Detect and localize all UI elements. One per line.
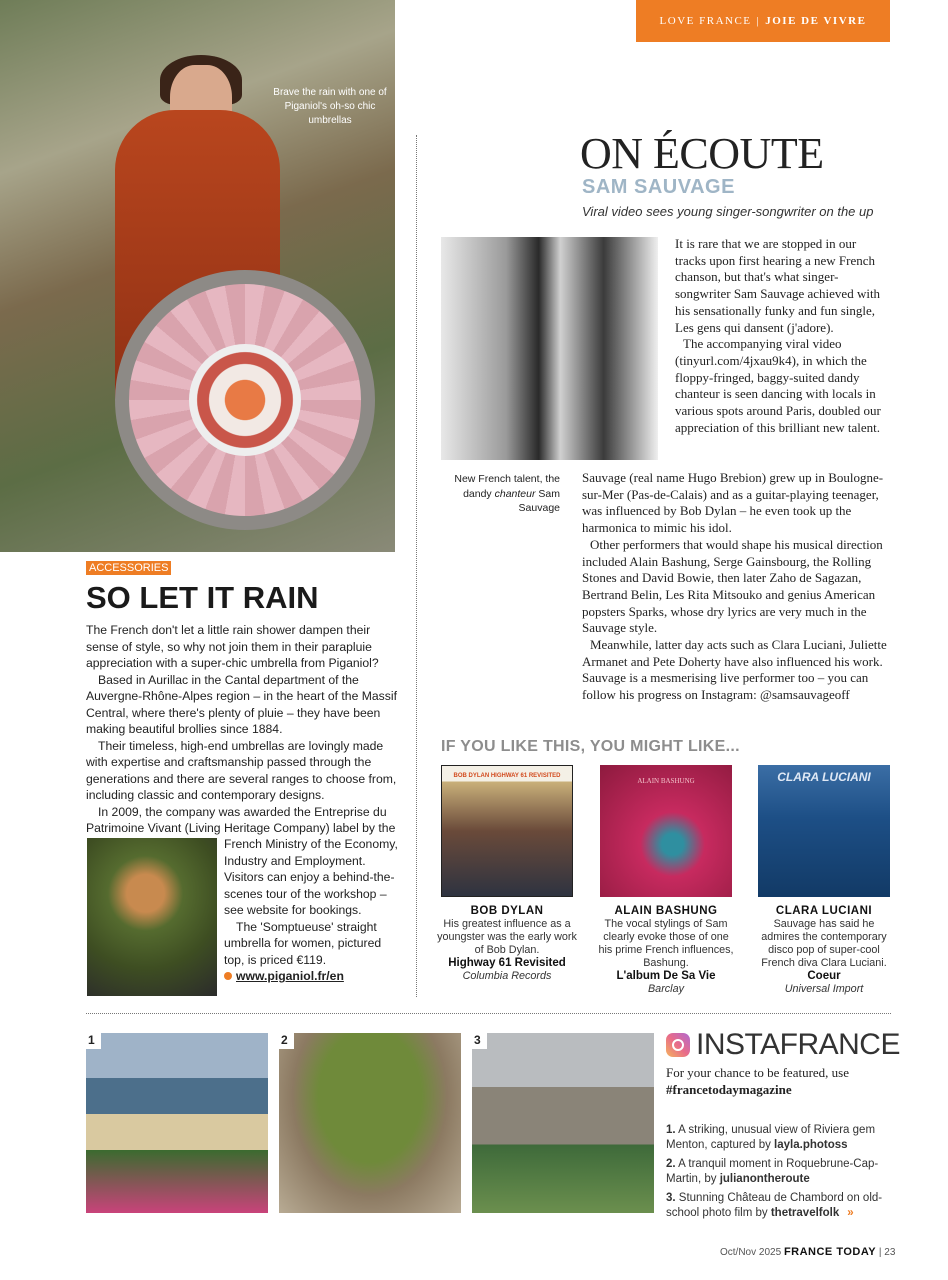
hashtag: #francetodaymagazine [666, 1082, 792, 1097]
article-title: ON ÉCOUTE [580, 129, 824, 178]
album-card: ALAIN BASHUNG ALAIN BASHUNG The vocal stylings of Sam clearly evoke those of one his prime French influences, Bashung. L'album De Sa Vie Barclay [596, 765, 736, 996]
umbrella-handle-photo [87, 838, 217, 996]
accessories-title: SO LET IT RAIN [86, 580, 319, 615]
album-card: BOB DYLAN HIGHWAY 61 REVISITED BOB DYLAN His greatest influence as a youngster was the early work of Bob Dylan. Highway 61 Revisited Columbia Records [437, 765, 577, 983]
credit-item: 3. Stunning Château de Chambord on old-school photo film by thetravelfolk » [666, 1192, 883, 1219]
column-divider [416, 135, 417, 997]
album-cover: CLARA LUCIANI [758, 765, 890, 897]
piganiol-link[interactable]: www.piganiol.fr/en [236, 969, 344, 983]
might-like-heading: IF YOU LIKE THIS, YOU MIGHT LIKE... [441, 738, 740, 755]
photo-caption: New French talent, the dandy chanteur Sam Sauvage [454, 473, 560, 514]
accessories-body-wrap: French Ministry of the Economy, Industry and Employment. Visitors can enjoy a behind-the-scenes tour of the workshop – see website for bookings. The 'Somptueuse' straight umbrella for women, pictured top, is priced €119. www.piganiol.fr/en [224, 837, 398, 983]
album-cover: ALAIN BASHUNG [600, 765, 732, 897]
sam-sauvage-photo [441, 237, 658, 460]
section-header: LOVE FRANCE | JOIE DE VIVRE [636, 0, 890, 42]
page-number: 23 [884, 1247, 896, 1258]
accessories-body: The French don't let a little rain shower dampen their sense of style, so why not join them in their parapluie appreciation with a super-chic umbrella from Piganiol? Based in Aurillac in the Cantal department of the Auvergne-Rhône-Alpes region – in the heart of the Massif Central, where there's plenty of pluie – they have been making beautiful brollies since 1884. Their timeless, high-end umbrellas are lovingly made with expertise and craftsmanship passed through the generations and there are several ranges to choose from, including classic and contemporary designs. In 2009, the company was awarded the Entreprise du Patrimoine Vivant (Living Heritage Company) label by the [86, 623, 397, 835]
instafrance-header: INSTAFRANCE [666, 1028, 900, 1062]
category-tag: ACCESSORIES [86, 561, 171, 575]
article-body-col2: Sauvage (real name Hugo Brebion) grew up in Boulogne-sur-Mer (Pas-de-Calais) and as a guitar-playing teenager, was influenced by Bob Dylan – he even took up the harmonica to mimic his idol. Other performers that would shape his musical direction included Alain Bashung, Serge Gainsbourg, the Rolling Stones and David Bowie, then later Zaho de Sagazan, Bertrand Belin, Les Rita Mitsouko and genius American popsters Sparks, whose dry lyrics are very much in the Sauvage style. Meanwhile, latter day acts such as Clara Luciani, Juliette Armanet and Pete Doherty have also influenced his work. Sauvage is a mesmerising live performer too – you can follow his progress on Instagram: @samsauvageoff [582, 470, 887, 703]
bullet-icon [224, 972, 232, 980]
instagram-icon [666, 1033, 690, 1057]
album-card: CLARA LUCIANI CLARA LUCIANI Sauvage has said he admires the contemporary disco pop of super-cool French diva Clara Luciani. Coeur Universal Import [754, 765, 894, 996]
page-footer: Oct/Nov 2025 FRANCE TODAY | 23 [720, 1246, 896, 1258]
standfirst: Viral video sees young singer-songwriter on the up [582, 204, 874, 219]
instafrance-cta: For your chance to be featured, use #francetodaymagazine [666, 1065, 850, 1097]
album-cover: BOB DYLAN HIGHWAY 61 REVISITED [441, 765, 573, 897]
credit-item: 2. A tranquil moment in Roquebrune-Cap-Martin, by julianontheroute [666, 1158, 879, 1185]
section-divider [86, 1013, 891, 1014]
credit-item: 1. A striking, unusual view of Riviera gem Menton, captured by layla.photoss [666, 1124, 876, 1151]
photo-caption: Brave the rain with one of Piganiol's oh-so chic umbrellas [273, 87, 387, 126]
umbrella-photo [0, 0, 395, 552]
article-subtitle: SAM SAUVAGE [582, 176, 735, 198]
instagram-photo-menton: 1 [86, 1033, 268, 1213]
article-body-col1: It is rare that we are stopped in our tracks upon first hearing a new French chanson, but that's what singer-songwriter Sam Sauvage achieved with his sensationally funky and fun single, Les gens qui dansent (j'adore). The accompanying viral video (tinyurl.com/4jxau9k4), in which the floppy-fringed, baggy-suited dandy chanteur is seen dancing with locals in various spots around Paris, doubled our appreciation of this brilliant new talent. [675, 236, 881, 435]
instagram-photo-roquebrune: 2 [279, 1033, 461, 1213]
instafrance-credits [666, 1123, 891, 1225]
continue-chevron-icon: » [847, 1207, 854, 1219]
instagram-photo-chambord: 3 [472, 1033, 654, 1213]
